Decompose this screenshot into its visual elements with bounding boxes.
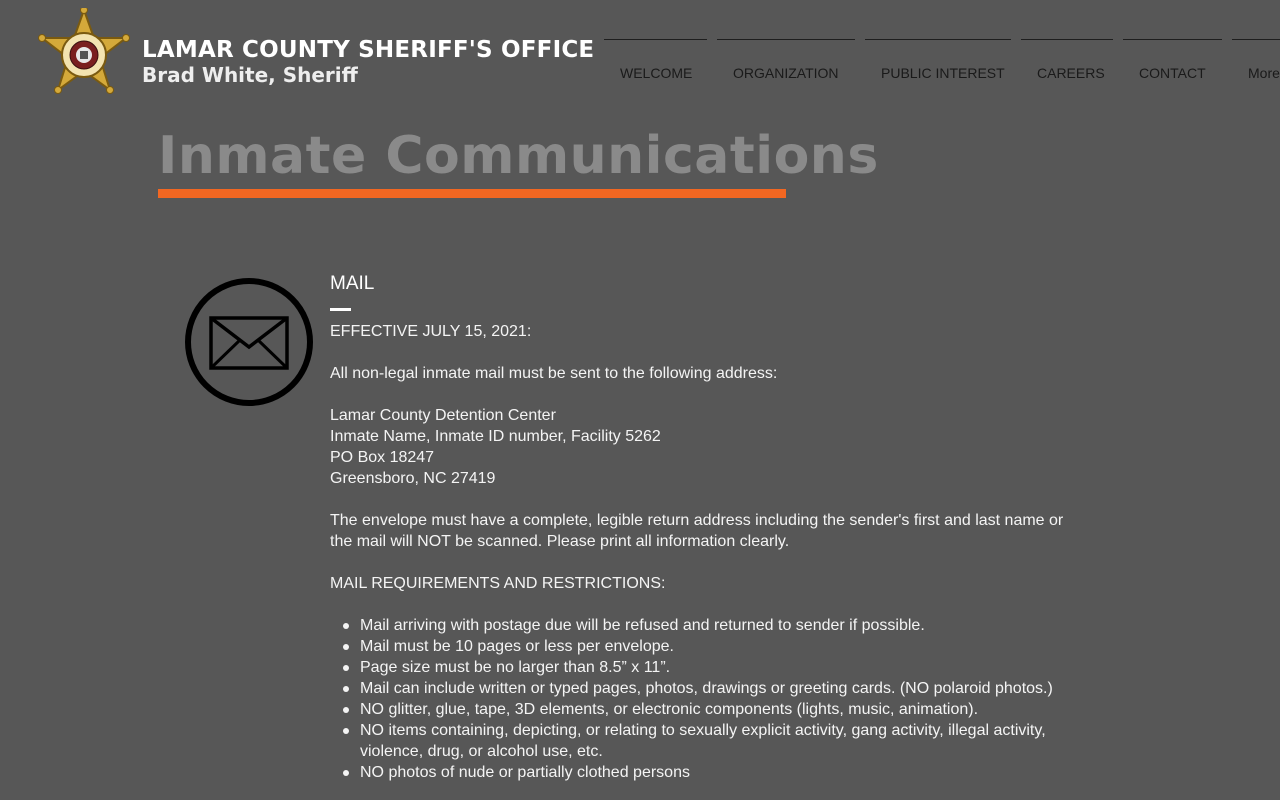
title-underline [158, 189, 786, 198]
sheriff-name: Brad White, Sheriff [142, 63, 358, 87]
mail-body [330, 321, 1070, 615]
nav-item-label: WELCOME [620, 65, 693, 81]
nav-item-label: More [1248, 65, 1280, 81]
envelope-icon [184, 277, 314, 407]
nav-item-label: CAREERS [1037, 65, 1105, 81]
nav-item-more[interactable] [1232, 39, 1280, 89]
address-line: Greensboro, NC 27419 [330, 470, 496, 487]
requirements-list [330, 615, 1070, 783]
mail-section [330, 272, 1070, 783]
address-line: Lamar County Detention Center [330, 407, 556, 424]
org-title[interactable]: LAMAR COUNTY SHERIFF'S OFFICE [142, 37, 595, 63]
main-nav [604, 39, 1280, 89]
requirements-heading: MAIL REQUIREMENTS AND RESTRICTIONS: [330, 575, 666, 592]
nav-item-label: PUBLIC INTEREST [881, 65, 1005, 81]
nav-item-organization[interactable] [717, 39, 855, 89]
page-title: Inmate Communications [158, 126, 879, 186]
mail-intro: All non-legal inmate mail must be sent to the following address: [330, 365, 778, 382]
section-divider [330, 308, 351, 311]
nav-item-label: CONTACT [1139, 65, 1206, 81]
address-line: Inmate Name, Inmate ID number, Facility 5262 [330, 428, 661, 445]
effective-date: EFFECTIVE JULY 15, 2021: [330, 323, 532, 340]
list-item: NO photos of nude or partially clothed persons [360, 762, 1070, 783]
nav-item-careers[interactable] [1021, 39, 1113, 89]
nav-item-public-interest[interactable] [865, 39, 1011, 89]
list-item: Mail must be 10 pages or less per envelope. [360, 636, 1070, 657]
section-heading: MAIL [330, 273, 375, 294]
list-item: Mail can include written or typed pages, photos, drawings or greeting cards. (NO polaroid photos.) [360, 678, 1070, 699]
nav-item-contact[interactable] [1123, 39, 1222, 89]
sheriff-star-badge-icon[interactable] [36, 8, 132, 100]
nav-item-welcome[interactable] [604, 39, 707, 89]
list-item: Page size must be no larger than 8.5” x 11”. [360, 657, 1070, 678]
list-item: NO glitter, glue, tape, 3D elements, or electronic components (lights, music, animation). [360, 699, 1070, 720]
nav-item-label: ORGANIZATION [733, 65, 839, 81]
list-item: Mail arriving with postage due will be refused and returned to sender if possible. [360, 615, 1070, 636]
list-item: NO items containing, depicting, or relating to sexually explicit activity, gang activity, illegal activity, violence, drug, or alcohol use, etc. [360, 720, 1070, 762]
envelope-note: The envelope must have a complete, legible return address including the sender's first and last name or the mail will NOT be scanned. Please print all information clearly. [330, 512, 1064, 550]
address-line: PO Box 18247 [330, 449, 435, 466]
